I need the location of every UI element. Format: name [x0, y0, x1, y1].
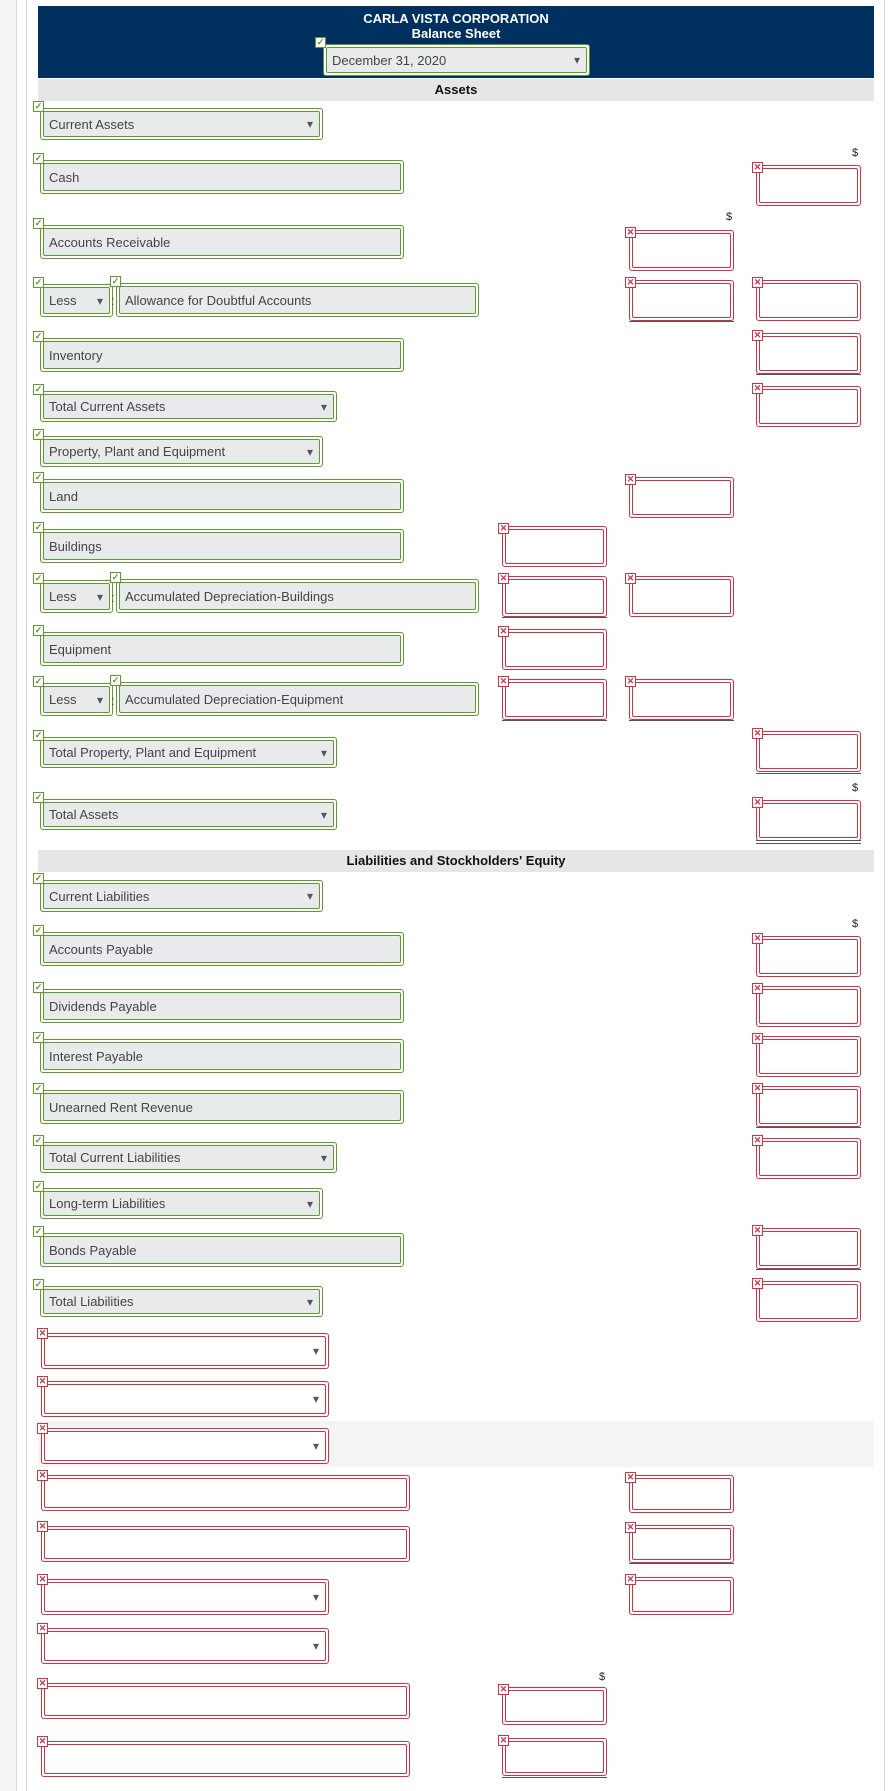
- interest-payable-label: Interest Payable: [43, 1042, 401, 1070]
- accum-dep-equipment-field[interactable]: [116, 682, 479, 716]
- currency-symbol: $: [852, 782, 859, 794]
- check-icon: ✓: [111, 675, 120, 685]
- total-assets-amount-input[interactable]: [756, 800, 861, 841]
- currency-symbol: $: [852, 918, 859, 930]
- accum-dep-buildings-field[interactable]: [116, 579, 479, 613]
- cash-field[interactable]: [40, 160, 404, 194]
- underline: [629, 321, 734, 322]
- total-assets-label: Total Assets ▾: [43, 802, 334, 827]
- empty-text-field-1[interactable]: [41, 1475, 410, 1511]
- total-ppe-amount-input[interactable]: [756, 731, 861, 772]
- check-icon: ✓: [34, 101, 43, 111]
- cash-label: Cash: [43, 163, 401, 191]
- x-icon: ✕: [38, 1623, 47, 1633]
- check-icon: ✓: [111, 572, 120, 582]
- dividends-payable-field[interactable]: [40, 989, 404, 1023]
- total-liabilities-label: Total Liabilities ▾: [43, 1289, 320, 1314]
- empty-select-3[interactable]: [41, 1428, 329, 1464]
- check-icon: ✓: [34, 873, 43, 883]
- inventory-label: Inventory: [43, 341, 401, 369]
- date-select-value: December 31, 2020 ▾: [326, 47, 587, 73]
- total-assets-select[interactable]: [40, 799, 337, 830]
- net-receivable-amount-input[interactable]: [756, 280, 861, 321]
- empty-text-field-4[interactable]: [41, 1741, 410, 1777]
- accounts-payable-amount-input[interactable]: [756, 936, 861, 977]
- x-icon: ✕: [499, 626, 508, 636]
- empty-select-4[interactable]: [41, 1579, 329, 1615]
- ppe-select[interactable]: [40, 436, 323, 467]
- x-icon: ✕: [753, 383, 762, 393]
- interest-payable-field[interactable]: [40, 1039, 404, 1073]
- x-icon: ✕: [626, 1522, 635, 1532]
- x-icon: ✕: [626, 227, 635, 237]
- unearned-rent-label: Unearned Rent Revenue: [43, 1093, 401, 1121]
- currency-symbol: $: [599, 1671, 606, 1683]
- accounts-receivable-field[interactable]: [40, 225, 404, 259]
- x-icon: ✕: [626, 1574, 635, 1584]
- x-icon: ✕: [38, 1470, 47, 1480]
- underline: [629, 1563, 734, 1564]
- empty-text-field-3[interactable]: [41, 1683, 410, 1719]
- total-current-assets-select[interactable]: [40, 391, 337, 422]
- x-icon: ✕: [499, 573, 508, 583]
- long-term-liabilities-label: Long-term Liabilities ▾: [43, 1191, 320, 1216]
- unearned-rent-field[interactable]: [40, 1090, 404, 1124]
- equipment-label: Equipment: [43, 635, 401, 663]
- land-label: Land: [43, 482, 401, 510]
- currency-symbol: $: [726, 211, 733, 223]
- currency-symbol: $: [852, 147, 859, 159]
- colon-separator: :: [111, 693, 115, 708]
- x-icon: ✕: [499, 676, 508, 686]
- x-icon: ✕: [753, 1278, 762, 1288]
- less-select[interactable]: [40, 580, 113, 613]
- dividends-payable-label: Dividends Payable: [43, 992, 401, 1020]
- empty-amount-input-3[interactable]: [629, 1577, 734, 1615]
- left-divider: [26, 0, 27, 1791]
- x-icon: ✕: [753, 1083, 762, 1093]
- check-icon: ✓: [34, 331, 43, 341]
- x-icon: ✕: [626, 1472, 635, 1482]
- left-panel-edge: [0, 0, 17, 1791]
- unearned-rent-amount-input[interactable]: [756, 1086, 861, 1127]
- less-select[interactable]: [40, 284, 113, 317]
- dividends-payable-amount-input[interactable]: [756, 986, 861, 1027]
- allowance-label: Allowance for Doubtful Accounts: [119, 286, 476, 314]
- empty-amount-input-4[interactable]: [502, 1687, 607, 1725]
- check-icon: ✓: [34, 1279, 43, 1289]
- empty-text-field-2[interactable]: [41, 1526, 410, 1562]
- current-liabilities-select[interactable]: [40, 880, 323, 912]
- equipment-amount-input[interactable]: [502, 629, 607, 670]
- bonds-payable-amount-input[interactable]: [756, 1228, 861, 1269]
- x-icon: ✕: [38, 1376, 47, 1386]
- accum-dep-buildings-amount-input[interactable]: [502, 576, 607, 617]
- x-icon: ✕: [38, 1736, 47, 1746]
- empty-select-5[interactable]: [41, 1628, 329, 1664]
- underline: [502, 720, 607, 721]
- check-icon: ✓: [34, 1032, 43, 1042]
- total-liabilities-select[interactable]: [40, 1286, 323, 1317]
- less-select[interactable]: [40, 683, 113, 716]
- current-liabilities-label: Current Liabilities ▾: [43, 883, 320, 909]
- underline: [629, 720, 734, 721]
- buildings-label: Buildings: [43, 532, 401, 560]
- check-icon: ✓: [111, 276, 120, 286]
- check-icon: ✓: [34, 676, 43, 686]
- accum-dep-buildings-label: Accumulated Depreciation-Buildings: [119, 582, 476, 610]
- check-icon: ✓: [34, 384, 43, 394]
- check-icon: ✓: [34, 1135, 43, 1145]
- x-icon: ✕: [626, 474, 635, 484]
- x-icon: ✕: [626, 277, 635, 287]
- underline: [756, 374, 861, 375]
- buildings-amount-input[interactable]: [502, 526, 607, 567]
- x-icon: ✕: [38, 1423, 47, 1433]
- check-icon: ✓: [34, 573, 43, 583]
- double-underline: [756, 840, 861, 844]
- empty-select-2[interactable]: [41, 1381, 329, 1417]
- total-ppe-select[interactable]: [40, 737, 337, 768]
- liabilities-equity-section-header: Liabilities and Stockholders' Equity: [38, 850, 874, 872]
- check-icon: ✓: [34, 792, 43, 802]
- cash-amount-input[interactable]: [756, 165, 861, 206]
- less-label: Less ▾: [43, 583, 110, 610]
- check-icon: ✓: [34, 982, 43, 992]
- less-label: Less ▾: [43, 686, 110, 713]
- x-icon: ✕: [753, 277, 762, 287]
- check-icon: ✓: [34, 277, 43, 287]
- assets-section-header: Assets: [38, 79, 874, 101]
- x-icon: ✕: [753, 162, 762, 172]
- interest-payable-amount-input[interactable]: [756, 1036, 861, 1077]
- x-icon: ✕: [753, 728, 762, 738]
- accounts-payable-label: Accounts Payable: [43, 935, 401, 963]
- current-assets-select[interactable]: [40, 108, 323, 140]
- net-buildings-amount-input[interactable]: [629, 576, 734, 617]
- check-icon: ✓: [34, 153, 43, 163]
- check-icon: ✓: [34, 218, 43, 228]
- inventory-amount-input[interactable]: [756, 333, 861, 374]
- check-icon: ✓: [316, 37, 325, 47]
- underline: [502, 1777, 607, 1778]
- land-amount-input[interactable]: [629, 477, 734, 518]
- colon-separator: :: [111, 293, 115, 308]
- company-name: CARLA VISTA CORPORATION: [363, 11, 549, 26]
- accounts-payable-field[interactable]: [40, 932, 404, 966]
- x-icon: ✕: [626, 676, 635, 686]
- x-icon: ✕: [38, 1678, 47, 1688]
- check-icon: ✓: [34, 925, 43, 935]
- accum-dep-equipment-amount-input[interactable]: [502, 679, 607, 720]
- check-icon: ✓: [34, 730, 43, 740]
- total-current-liabilities-label: Total Current Liabilities ▾: [43, 1145, 334, 1170]
- empty-amount-input-5[interactable]: [502, 1738, 607, 1776]
- net-equipment-amount-input[interactable]: [629, 679, 734, 720]
- check-icon: ✓: [34, 1226, 43, 1236]
- allowance-field[interactable]: [116, 283, 479, 317]
- check-icon: ✓: [34, 625, 43, 635]
- colon-separator: :: [111, 590, 115, 605]
- check-icon: ✓: [34, 522, 43, 532]
- empty-amount-input-2[interactable]: [629, 1525, 734, 1563]
- accounts-receivable-label: Accounts Receivable: [43, 228, 401, 256]
- x-icon: ✕: [753, 983, 762, 993]
- right-divider: [884, 0, 885, 1791]
- check-icon: ✓: [34, 472, 43, 482]
- empty-amount-input-1[interactable]: [629, 1475, 734, 1513]
- statement-title: Balance Sheet: [411, 26, 501, 41]
- x-icon: ✕: [499, 1735, 508, 1745]
- bonds-payable-field[interactable]: [40, 1233, 404, 1267]
- land-field[interactable]: [40, 479, 404, 513]
- x-icon: ✕: [38, 1521, 47, 1531]
- underline: [756, 1269, 861, 1270]
- current-assets-label: Current Assets ▾: [43, 111, 320, 137]
- equipment-field[interactable]: [40, 632, 404, 666]
- bonds-payable-label: Bonds Payable: [43, 1236, 401, 1264]
- allowance-amount-input[interactable]: [629, 280, 734, 321]
- x-icon: ✕: [499, 523, 508, 533]
- underline: [502, 617, 607, 618]
- total-current-assets-label: Total Current Assets ▾: [43, 394, 334, 419]
- x-icon: ✕: [753, 330, 762, 340]
- total-ppe-label: Total Property, Plant and Equipment ▾: [43, 740, 334, 765]
- total-current-assets-amount-input[interactable]: [756, 386, 861, 427]
- x-icon: ✕: [753, 1033, 762, 1043]
- underline: [756, 773, 861, 774]
- x-icon: ✕: [753, 797, 762, 807]
- x-icon: ✕: [753, 1135, 762, 1145]
- check-icon: ✓: [34, 429, 43, 439]
- x-icon: ✕: [38, 1328, 47, 1338]
- underline: [756, 1127, 861, 1128]
- total-current-liabilities-amount-input[interactable]: [756, 1138, 861, 1179]
- x-icon: ✕: [499, 1684, 508, 1694]
- check-icon: ✓: [34, 1083, 43, 1093]
- total-liabilities-amount-input[interactable]: [756, 1281, 861, 1322]
- less-label: Less ▾: [43, 287, 110, 314]
- x-icon: ✕: [626, 573, 635, 583]
- empty-select-1[interactable]: [41, 1333, 329, 1369]
- x-icon: ✕: [38, 1574, 47, 1584]
- check-icon: ✓: [34, 1181, 43, 1191]
- accum-dep-equipment-label: Accumulated Depreciation-Equipment: [119, 685, 476, 713]
- accounts-receivable-amount-input[interactable]: [629, 230, 734, 271]
- x-icon: ✕: [753, 1225, 762, 1235]
- date-select[interactable]: [323, 44, 590, 76]
- ppe-label: Property, Plant and Equipment ▾: [43, 439, 320, 464]
- long-term-liabilities-select[interactable]: [40, 1188, 323, 1219]
- total-current-liabilities-select[interactable]: [40, 1142, 337, 1173]
- inventory-field[interactable]: [40, 338, 404, 372]
- x-icon: ✕: [753, 933, 762, 943]
- buildings-field[interactable]: [40, 529, 404, 563]
